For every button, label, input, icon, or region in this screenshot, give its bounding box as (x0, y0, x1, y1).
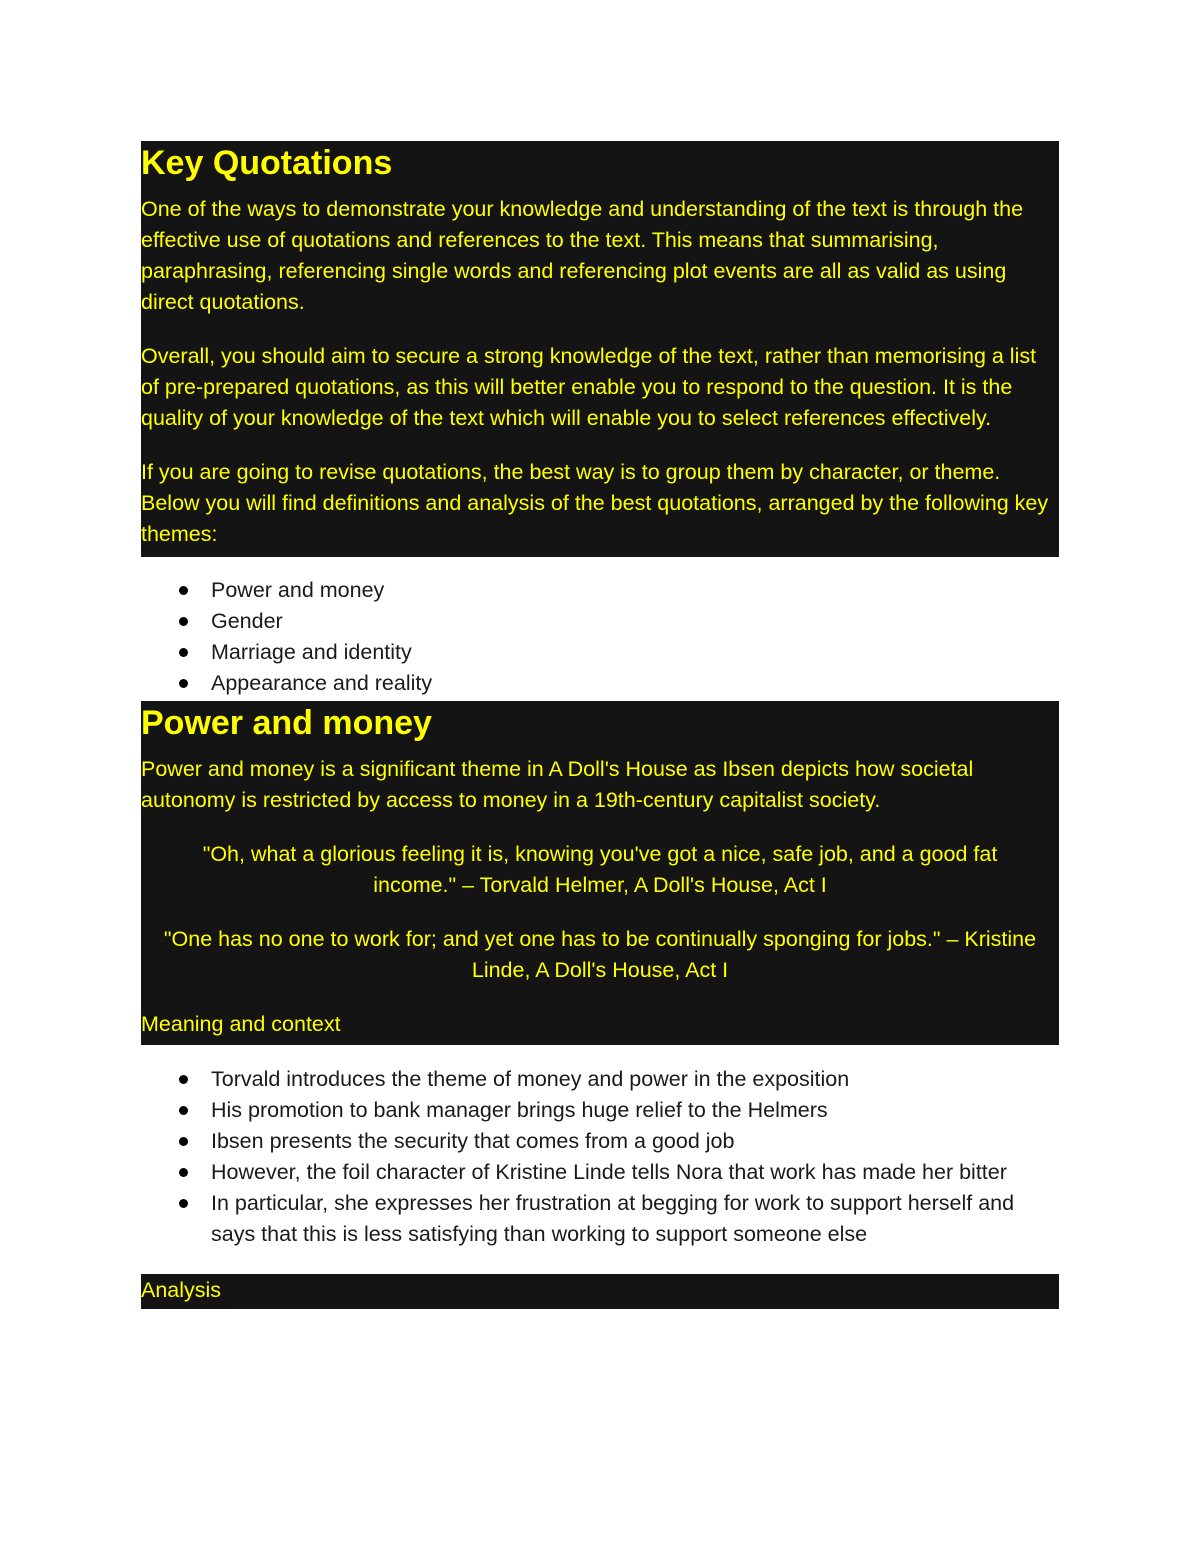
bullet-icon (179, 586, 188, 595)
list-item-text: Marriage and identity (211, 640, 412, 664)
advice-paragraph: Overall, you should aim to secure a strong knowledge of the text, rather than memorising a list of pre-prepared quotations, as this will better enable you to respond to the question. It is the quality of your knowledge of the text which will enable you to select references effectively. (141, 344, 1037, 430)
list-item (141, 1188, 1059, 1250)
bullet-icon (179, 1199, 188, 1208)
power-and-money-heading: Power and money (141, 704, 432, 742)
bullet-icon (179, 1075, 188, 1084)
list-item (141, 637, 1059, 668)
list-item-text: Torvald introduces the theme of money and power in the exposition (211, 1067, 850, 1091)
list-item-text: Gender (211, 609, 283, 633)
analysis-block (141, 1274, 1059, 1309)
list-item (141, 575, 1059, 606)
bullet-icon (179, 1106, 188, 1115)
list-item-text: Power and money (211, 578, 385, 602)
intro-paragraph: One of the ways to demonstrate your knowledge and understanding of the text is through the effective use of quotations and references to the text. This means that summarising, paraphrasing, referencing single words and referencing plot events are all as valid as using direct quotations. (141, 197, 1024, 314)
revision-paragraph: If you are going to revise quotations, the best way is to group them by character, or theme. Below you will find definitions and analysis of the best quotations, arranged by the following key themes: (141, 460, 1049, 546)
list-item-text: Ibsen presents the security that comes from a good job (211, 1129, 735, 1153)
list-item (141, 1157, 1059, 1188)
quote-torvald: "Oh, what a glorious feeling it is, knowing you've got a nice, safe job, and a good fat income." – Torvald Helmer, A Doll's House, Act I (202, 842, 998, 897)
meaning-and-context-label: Meaning and context (141, 1012, 341, 1036)
list-item-text: Appearance and reality (211, 671, 433, 695)
analysis-label: Analysis (141, 1278, 222, 1302)
bullet-icon (179, 1137, 188, 1146)
list-item-text: His promotion to bank manager brings huge relief to the Helmers (211, 1098, 828, 1122)
list-item-text: However, the foil character of Kristine Linde tells Nora that work has made her bitter (211, 1160, 1007, 1184)
key-quotations-heading: Key Quotations (141, 144, 393, 182)
meaning-points-list (141, 1064, 1059, 1250)
bullet-icon (179, 1168, 188, 1177)
bullet-icon (179, 617, 188, 626)
list-item (141, 1126, 1059, 1157)
quote-kristine: "One has no one to work for; and yet one has to be continually sponging for jobs." – Kristine Linde, A Doll's House, Act I (163, 927, 1037, 982)
list-item (141, 668, 1059, 699)
list-item-text: In particular, she expresses her frustration at begging for work to support herself and says that this is less satisfying than working to support someone else (211, 1191, 1015, 1246)
bullet-icon (179, 679, 188, 688)
power-and-money-intro: Power and money is a significant theme in A Doll's House as Ibsen depicts how societal autonomy is restricted by access to money in a 19th-century capitalist society. (141, 757, 974, 812)
list-item (141, 1095, 1059, 1126)
list-item (141, 1064, 1059, 1095)
key-quotations-block (141, 141, 1059, 557)
document-page (141, 141, 1059, 1309)
list-item (141, 606, 1059, 637)
themes-list (141, 575, 1059, 699)
power-and-money-block (141, 701, 1059, 1045)
bullet-icon (179, 648, 188, 657)
